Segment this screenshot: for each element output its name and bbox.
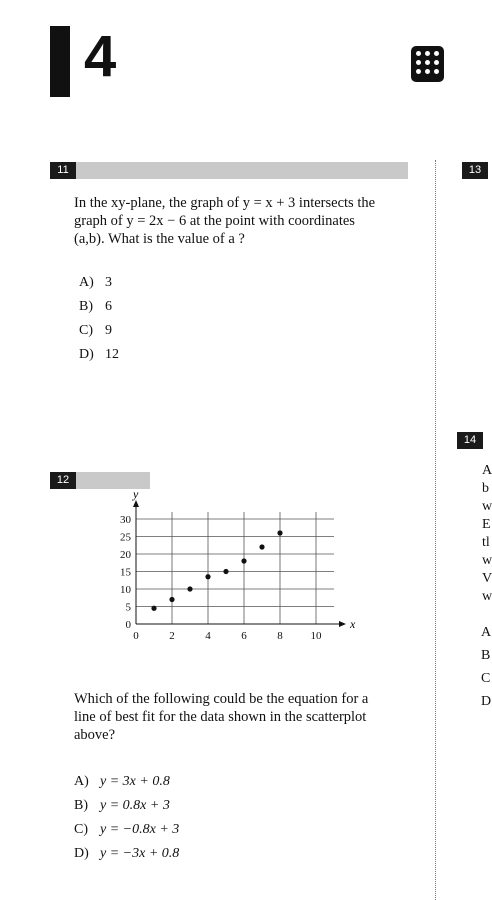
chart-ticks xyxy=(120,514,322,642)
x-tick-label-8: 8 xyxy=(277,630,283,642)
question-14-cut-line-1: A xyxy=(482,463,492,478)
x-tick-label-6: 6 xyxy=(241,630,247,642)
data-point-4 xyxy=(205,574,210,579)
y-tick-label-5: 5 xyxy=(125,601,131,614)
question-14-choice-d[interactable]: D xyxy=(481,694,492,709)
question-12-choice-c[interactable]: C) y = −0.8x + 3 xyxy=(74,822,180,837)
y-tick-label-20: 20 xyxy=(120,549,131,561)
x-tick-label-0: 0 xyxy=(133,630,139,642)
question-11-header-bar xyxy=(50,162,408,179)
section-number: 4 xyxy=(84,24,117,89)
y-tick-label-30: 30 xyxy=(120,514,131,526)
question-14-choice-b[interactable]: B xyxy=(481,648,491,663)
question-14-cut-line-2: b xyxy=(482,481,489,496)
chart-grid xyxy=(136,512,334,624)
question-12-choice-d[interactable]: D) y = −3x + 0.8 xyxy=(74,846,180,861)
y-tick-label-10: 10 xyxy=(120,584,131,596)
data-point-8 xyxy=(277,530,282,535)
question-11-stem-line-3: (a,b). What is the value of a ? xyxy=(74,231,245,247)
x-tick-label-10: 10 xyxy=(310,630,322,642)
question-12-number: 12 xyxy=(50,472,76,489)
y-tick-label-25: 25 xyxy=(120,531,131,544)
question-11-choice-d[interactable]: D) 12 xyxy=(79,347,119,362)
data-point-2 xyxy=(169,597,174,602)
y-tick-label-0: 0 xyxy=(125,619,131,631)
question-14-cut-line-4: E xyxy=(482,517,491,532)
data-point-3 xyxy=(187,586,192,591)
question-14-number: 14 xyxy=(457,432,483,449)
question-11-number: 11 xyxy=(50,162,76,179)
question-14-cut-line-7: V xyxy=(482,571,492,586)
data-point-7 xyxy=(259,544,264,549)
x-axis-arrow xyxy=(339,621,346,627)
question-14-cut-line-6: w xyxy=(482,553,492,568)
x-tick-label-4: 4 xyxy=(205,630,211,642)
calculator-icon xyxy=(411,46,444,82)
question-11-choice-c[interactable]: C) 9 xyxy=(79,323,112,338)
question-12-stem-line-3: above? xyxy=(74,727,116,743)
question-11-choice-b[interactable]: B) 6 xyxy=(79,299,112,314)
section-bar xyxy=(50,26,70,97)
question-14-choice-c[interactable]: C xyxy=(481,671,491,686)
y-axis-label: y xyxy=(133,487,139,501)
question-11-stem-line-1: In the xy-plane, the graph of y = x + 3 intersects the xyxy=(74,195,376,211)
question-12-choice-a[interactable]: A) y = 3x + 0.8 xyxy=(74,774,170,789)
question-12-choice-b[interactable]: B) y = 0.8x + 3 xyxy=(74,798,170,813)
data-point-5 xyxy=(223,569,228,574)
y-axis-arrow xyxy=(133,500,139,507)
data-point-1 xyxy=(151,606,156,611)
question-14-cut-line-3: w xyxy=(482,499,492,514)
data-point-6 xyxy=(241,558,246,563)
question-11-choice-a[interactable]: A) 3 xyxy=(79,275,112,290)
question-14-cut-line-8: w xyxy=(482,589,492,604)
question-11-stem-line-2: graph of y = 2x − 6 at the point with coordinates xyxy=(74,213,355,229)
question-14-choice-a[interactable]: A xyxy=(481,625,492,640)
column-divider xyxy=(435,160,436,900)
question-13-number: 13 xyxy=(462,162,488,179)
x-axis-label: x xyxy=(350,617,356,631)
question-12-stem-line-1: Which of the following could be the equation for a xyxy=(74,691,369,707)
x-tick-label-2: 2 xyxy=(169,630,175,642)
chart-points xyxy=(151,530,282,610)
question-14-cut-line-5: tl xyxy=(482,535,490,550)
y-tick-label-15: 15 xyxy=(120,566,131,579)
question-12-stem-line-2: line of best fit for the data shown in the scatterplot xyxy=(74,709,367,725)
scatterplot xyxy=(100,487,356,645)
